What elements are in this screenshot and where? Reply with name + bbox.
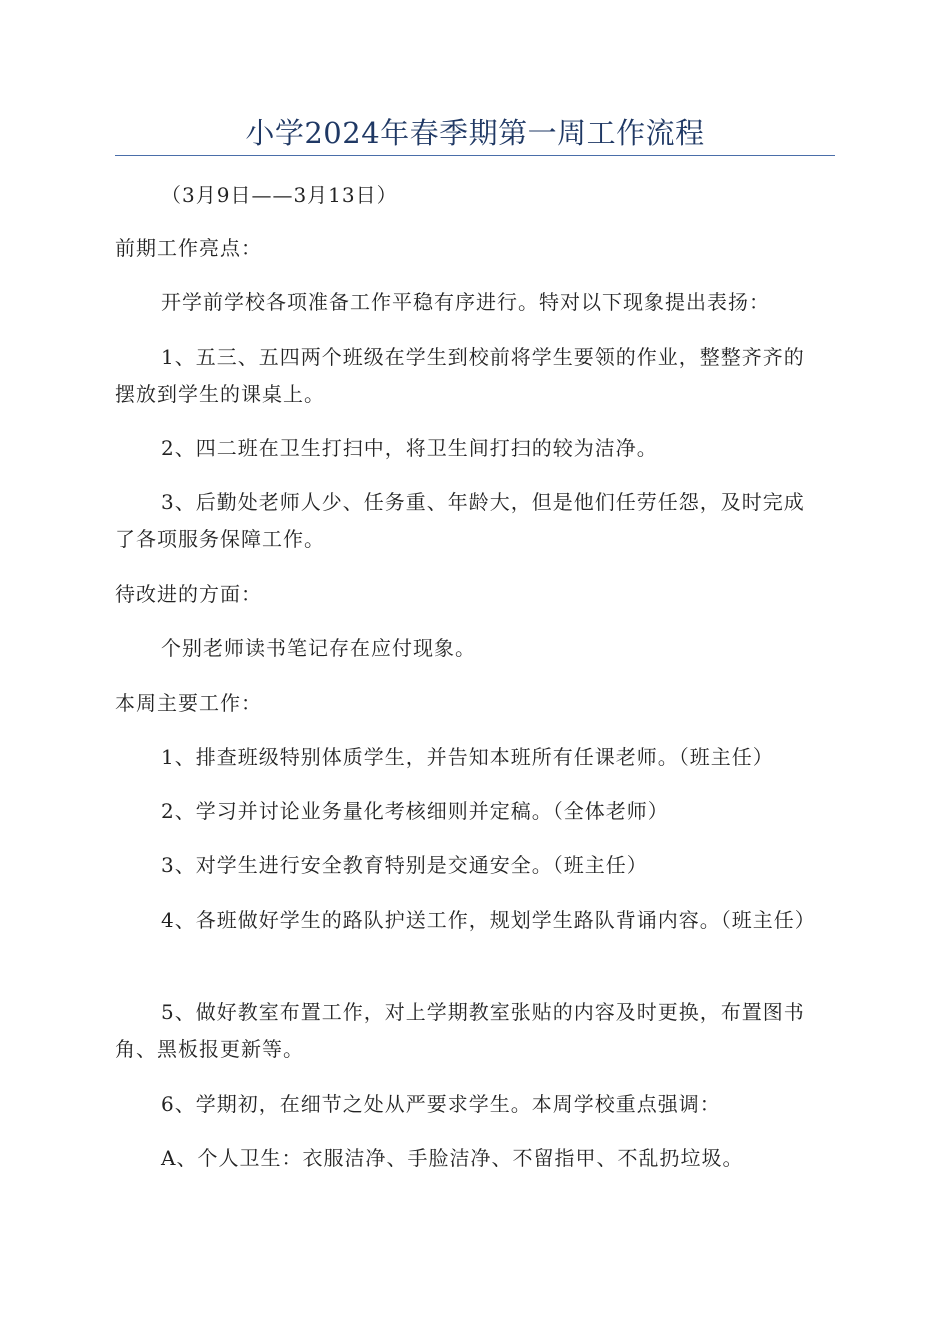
highlight-item: 3、后勤处老师人少、任务重、年龄大，但是他们任劳任怨，及时完成了各项服务保障工作。	[115, 490, 805, 551]
main-work-heading: 本周主要工作：	[115, 691, 262, 715]
highlights-heading: 前期工作亮点：	[115, 236, 262, 260]
main-work-item: 5、做好教室布置工作，对上学期教室张贴的内容及时更换，布置图书角、黑板报更新等。	[115, 1000, 805, 1061]
main-work-item: 6、学期初，在细节之处从严要求学生。本周学校重点强调：	[161, 1092, 721, 1116]
main-work-item: 3、对学生进行安全教育特别是交通安全。（班主任）	[161, 853, 648, 877]
highlight-item: 2、四二班在卫生打扫中，将卫生间打扫的较为洁净。	[161, 436, 658, 460]
improvements-heading: 待改进的方面：	[115, 582, 262, 606]
main-work-item: A、个人卫生：衣服洁净、手脸洁净、不留指甲、不乱扔垃圾。	[161, 1146, 744, 1170]
main-work-item: 4、各班做好学生的路队护送工作，规划学生路队背诵内容。（班主任）	[161, 908, 816, 932]
page-title: 小学2024年春季期第一周工作流程	[245, 116, 705, 150]
date-range: （3月9日——3月13日）	[161, 183, 398, 207]
title-underline	[115, 155, 835, 156]
improvement-item: 个别老师读书笔记存在应付现象。	[161, 636, 476, 660]
highlights-intro: 开学前学校各项准备工作平稳有序进行。特对以下现象提出表扬：	[161, 290, 770, 314]
main-work-item: 2、学习并讨论业务量化考核细则并定稿。（全体老师）	[161, 799, 669, 823]
highlight-item: 1、五三、五四两个班级在学生到校前将学生要领的作业，整整齐齐的摆放到学生的课桌上。	[115, 345, 805, 406]
main-work-item: 1、排查班级特别体质学生，并告知本班所有任课老师。（班主任）	[161, 745, 774, 769]
